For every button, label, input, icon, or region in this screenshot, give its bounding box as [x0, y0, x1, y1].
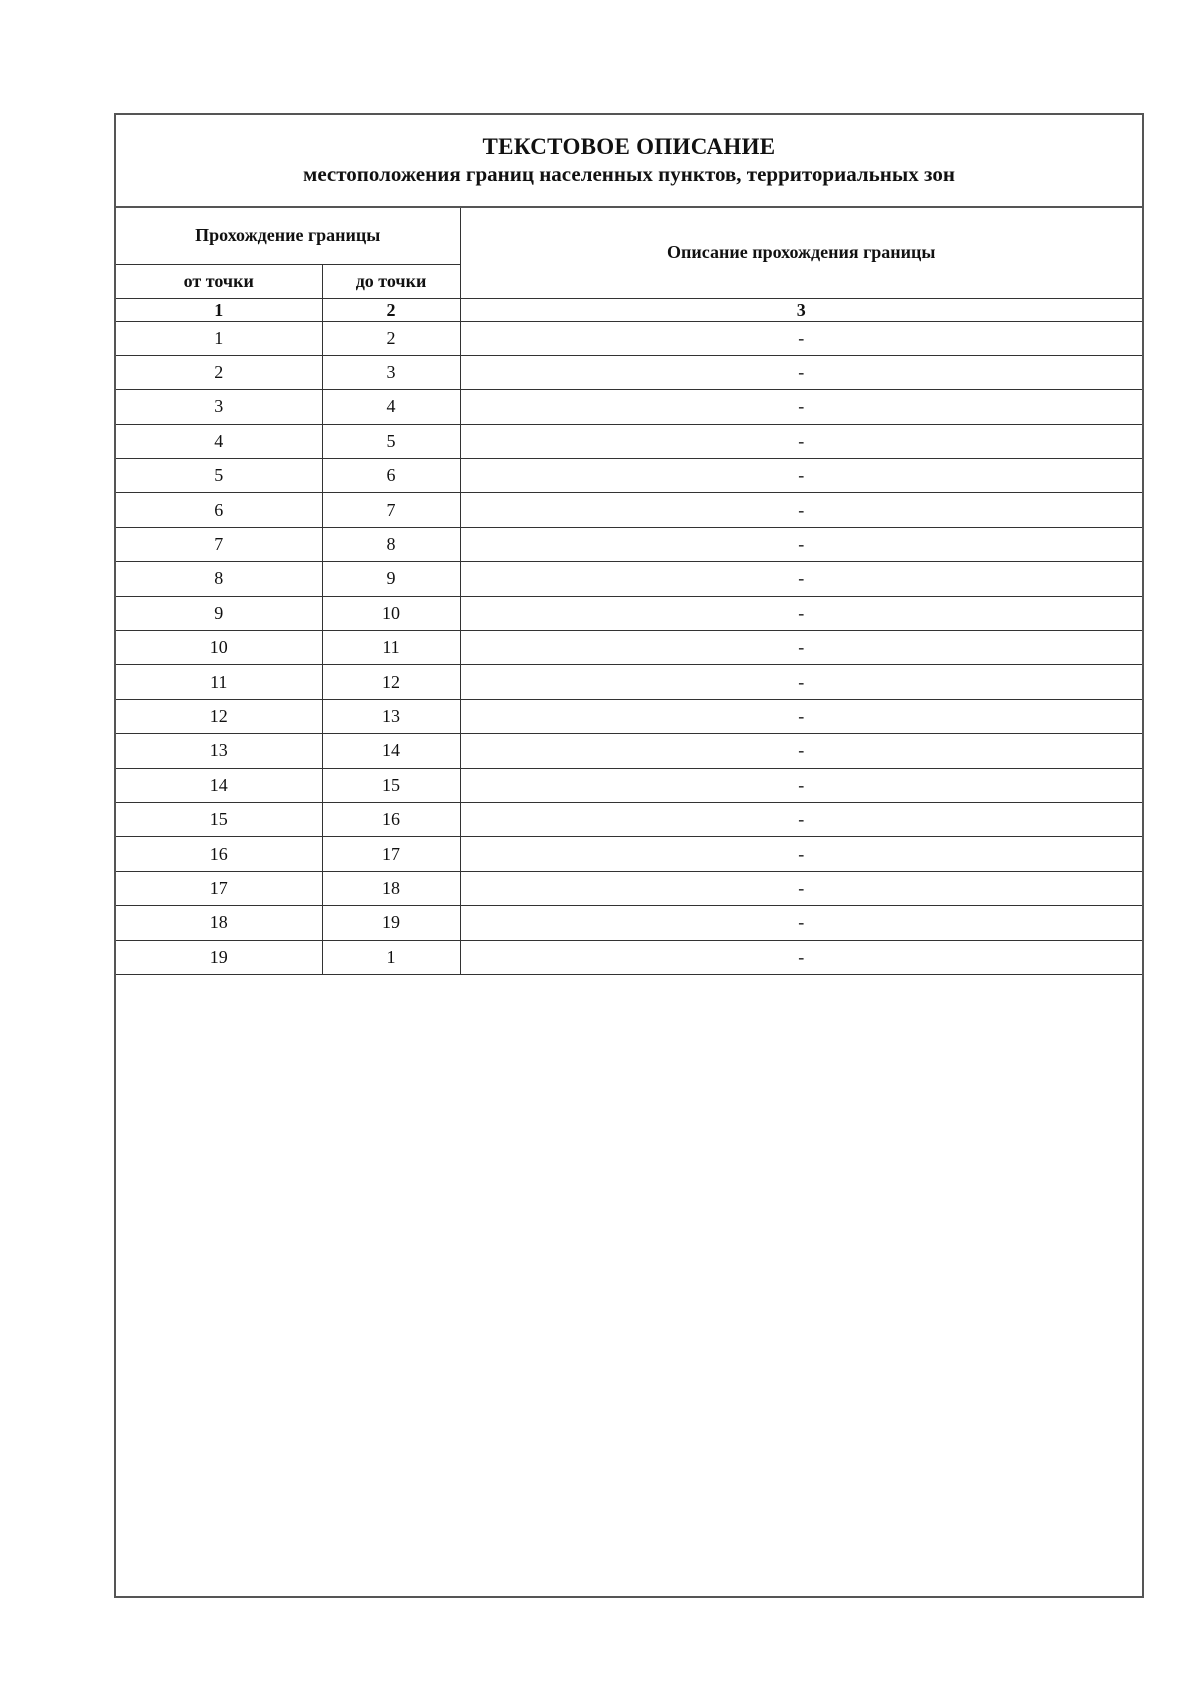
table-row: [116, 699, 1142, 733]
to-point-cell: 15: [322, 768, 460, 802]
table-row: [116, 940, 1142, 974]
to-point-cell: 8: [322, 527, 460, 561]
to-point-cell: 1: [322, 940, 460, 974]
description-cell: -: [460, 802, 1142, 836]
description-cell: -: [460, 699, 1142, 733]
to-point-cell: 7: [322, 493, 460, 527]
table-row: [116, 527, 1142, 561]
table-row: [116, 493, 1142, 527]
description-cell: -: [460, 424, 1142, 458]
boundary-table: [116, 208, 1142, 975]
header-row-group: [116, 208, 1142, 264]
from-point-cell: 10: [116, 631, 322, 665]
description-cell: -: [460, 871, 1142, 905]
description-cell: -: [460, 355, 1142, 389]
from-point-cell: 9: [116, 596, 322, 630]
from-point-cell: 7: [116, 527, 322, 561]
title-block: [116, 115, 1142, 208]
description-cell: -: [460, 459, 1142, 493]
to-point-cell: 17: [322, 837, 460, 871]
document-title: ТЕКСТОВОЕ ОПИСАНИЕ: [482, 134, 776, 159]
to-point-cell: 19: [322, 906, 460, 940]
from-point-cell: 5: [116, 459, 322, 493]
from-point-cell: 13: [116, 734, 322, 768]
column-number: 2: [322, 298, 460, 321]
document-frame: [114, 113, 1144, 1598]
description-cell: -: [460, 527, 1142, 561]
to-point-cell: 18: [322, 871, 460, 905]
column-number: 1: [116, 298, 322, 321]
to-point-cell: 11: [322, 631, 460, 665]
table-row: [116, 631, 1142, 665]
table-row: [116, 355, 1142, 389]
description-cell: -: [460, 837, 1142, 871]
to-point-cell: 5: [322, 424, 460, 458]
table-row: [116, 390, 1142, 424]
description-cell: -: [460, 940, 1142, 974]
table-row: [116, 802, 1142, 836]
table-row: [116, 906, 1142, 940]
group-header: Прохождение границы: [116, 208, 460, 264]
from-point-cell: 3: [116, 390, 322, 424]
description-cell: -: [460, 768, 1142, 802]
from-point-cell: 18: [116, 906, 322, 940]
to-header: до точки: [322, 264, 460, 298]
from-point-cell: 6: [116, 493, 322, 527]
table-row: [116, 562, 1142, 596]
description-cell: -: [460, 321, 1142, 355]
table-row: [116, 871, 1142, 905]
to-point-cell: 14: [322, 734, 460, 768]
from-point-cell: 15: [116, 802, 322, 836]
description-header: Описание прохождения границы: [460, 208, 1142, 298]
from-point-cell: 16: [116, 837, 322, 871]
table-row: [116, 837, 1142, 871]
table-row: [116, 424, 1142, 458]
document-subtitle: местоположения границ населенных пунктов, территориальных зон: [303, 162, 955, 186]
column-number: 3: [460, 298, 1142, 321]
description-cell: -: [460, 596, 1142, 630]
from-point-cell: 17: [116, 871, 322, 905]
from-point-cell: 2: [116, 355, 322, 389]
description-cell: -: [460, 665, 1142, 699]
column-number-row: [116, 298, 1142, 321]
description-cell: -: [460, 734, 1142, 768]
to-point-cell: 9: [322, 562, 460, 596]
to-point-cell: 3: [322, 355, 460, 389]
table-row: [116, 321, 1142, 355]
description-cell: -: [460, 906, 1142, 940]
description-cell: -: [460, 493, 1142, 527]
to-point-cell: 13: [322, 699, 460, 733]
to-point-cell: 12: [322, 665, 460, 699]
to-point-cell: 4: [322, 390, 460, 424]
from-header: от точки: [116, 264, 322, 298]
table-row: [116, 459, 1142, 493]
table-row: [116, 734, 1142, 768]
table-row: [116, 665, 1142, 699]
table-row: [116, 768, 1142, 802]
from-point-cell: 19: [116, 940, 322, 974]
from-point-cell: 8: [116, 562, 322, 596]
to-point-cell: 2: [322, 321, 460, 355]
table-row: [116, 596, 1142, 630]
description-cell: -: [460, 390, 1142, 424]
from-point-cell: 11: [116, 665, 322, 699]
to-point-cell: 10: [322, 596, 460, 630]
to-point-cell: 16: [322, 802, 460, 836]
from-point-cell: 14: [116, 768, 322, 802]
description-cell: -: [460, 631, 1142, 665]
from-point-cell: 4: [116, 424, 322, 458]
to-point-cell: 6: [322, 459, 460, 493]
description-cell: -: [460, 562, 1142, 596]
from-point-cell: 1: [116, 321, 322, 355]
from-point-cell: 12: [116, 699, 322, 733]
